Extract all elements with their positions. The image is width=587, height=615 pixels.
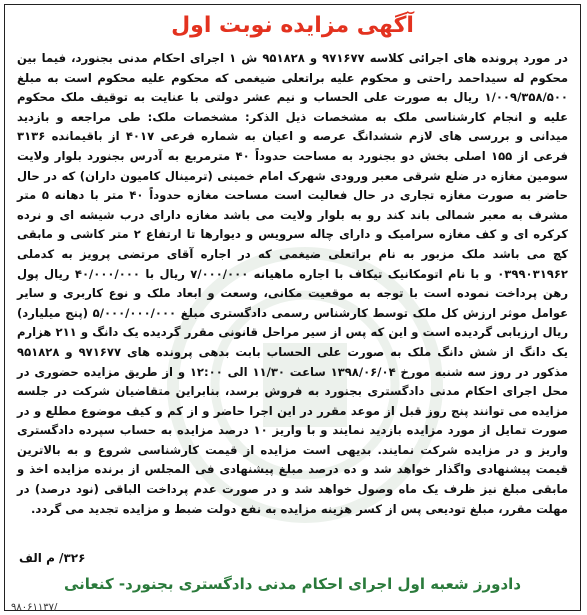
notice-title: آگهی مزایده نوبت اول xyxy=(171,13,414,38)
reference-code: ۳۲۶/ م الف xyxy=(19,551,86,565)
footer-id: ۹۸۰۶۱۱۳۷/ xyxy=(11,602,58,613)
auction-notice xyxy=(4,4,581,611)
notice-body: در مورد پرونده های اجرائی کلاسه ۹۷۱۶۷۷ و ۹۵۱۸۲۸ ش ۱ اجرای احکام مدنی بجنورد، فیما بین محکوم له سیداحمد راحتی و محکوم علیه براتعلی ضیغمی که محکوم علیه محکوم است به مبلغ ۱/۰۰۹/۳۵۸/۵۰۰ ریال به صورت علی الحساب و نیم عشر دولتی با عنایت به توقیف ملک محکوم علیه و انجام کارشناسی ملک به مشخصات ذیل الذکر: مشخصات ملک: طی مراجعه و بازدید میدانی و بررسی های لازم ششدانگ عرصه و اعیان به شماره فرعی ۴۰۱۷ از باقیمانده ۳۱۳۶ فرعی از ۱۵۵ اصلی بخش دو بجنورد به مساحت حدوداً ۴۰ مترمربع به آدرس بجنورد بلوار ولایت سومین مغازه در ضلع شرقی معبر ورودی شهرک امام خمینی (ترمینال کامیون داران) که در حال حاضر به صورت مغازه تجاری در حال فعالیت است مساحت مغازه حدوداً ۴۰ متر با دهانه ۵ متر مشرف به معبر شمالی باند کند رو به بلوار ولایت می باشد مغازه دارای درب شیشه ای و نرده کرکره ای و کف مغازه سرامیک و دارای چاله سرویس و دیوارها تا ارتفاع ۲ متر کاشی و مابقی کچ می باشد ملک مزبور به نام براتعلی ضیغمی که در اجاره آقای مرتضی پرویز به کدملی ۰۳۹۹۰۳۱۹۶۲ و با نام اتومکانیک تیکاف با اجاره ماهیانه ۷/۰۰۰/۰۰۰ ریال با ۴۰/۰۰۰/۰۰۰ ریال پول رهن پرداخت نموده است با توجه به موقعیت مکانی، وسعت و ابعاد ملک و نوع کاربری و سایر عوامل موثر ارزش کل ملک توسط کارشناس رسمی دادگستری مبلغ ۵/۰۰۰/۰۰۰/۰۰۰ (پنج میلیارد) ریال ارزیابی گردیده است و این که پس از سیر مراحل قانونی مقرر گردیده یک دانگ و ۲۱۱ هزارم یک دانگ از شش دانگ ملک به صورت علی الحساب بابت بدهی پرونده های ۹۷۱۶۷۷ و ۹۵۱۸۲۸ مذکور در روز سه شنبه مورخ ۱۳۹۸/۰۶/۰۴ ساعت ۱۱/۳۰ الی ۱۲:۰۰ و از طریق مزایده حضوری در محل اجرای احکام مدنی دادگستری بجنورد به فروش برسد، بنابراین متقاضیان شرکت در جلسه مزایده می توانند پنج روز قبل از موعد مقرر در این اجرا حاضر و از کم و کیف موضوع مطلع و در صورت تمایل از مورد مزایده بازدید نمایند و با واریز ۱۰ درصد مزایده به حساب سپرده دادگستری واریز و در مزایده شرکت نمایند. بدیهی است مزایده از قیمت کارشناسی شروع و به بالاترین قیمت پیشنهادی واگذار خواهد شد و ده درصد مبلغ پیشنهادی فی المجلس از برنده مزایده اخذ و مابقی مبلغ نیز ظرف یک ماه وصول خواهد شد و در صورت عدم پرداخت الباقی (نود درصد) در مهلت مقرر، مبلغ تودیعی پس از کسر هزینه مزایده به نفع دولت ضبط و مزایده تجدید می گردد. xyxy=(17,51,569,516)
signature-line: دادورز شعبه اول اجرای احکام مدنی دادگستری بجنورد- کنعانی xyxy=(63,575,522,593)
